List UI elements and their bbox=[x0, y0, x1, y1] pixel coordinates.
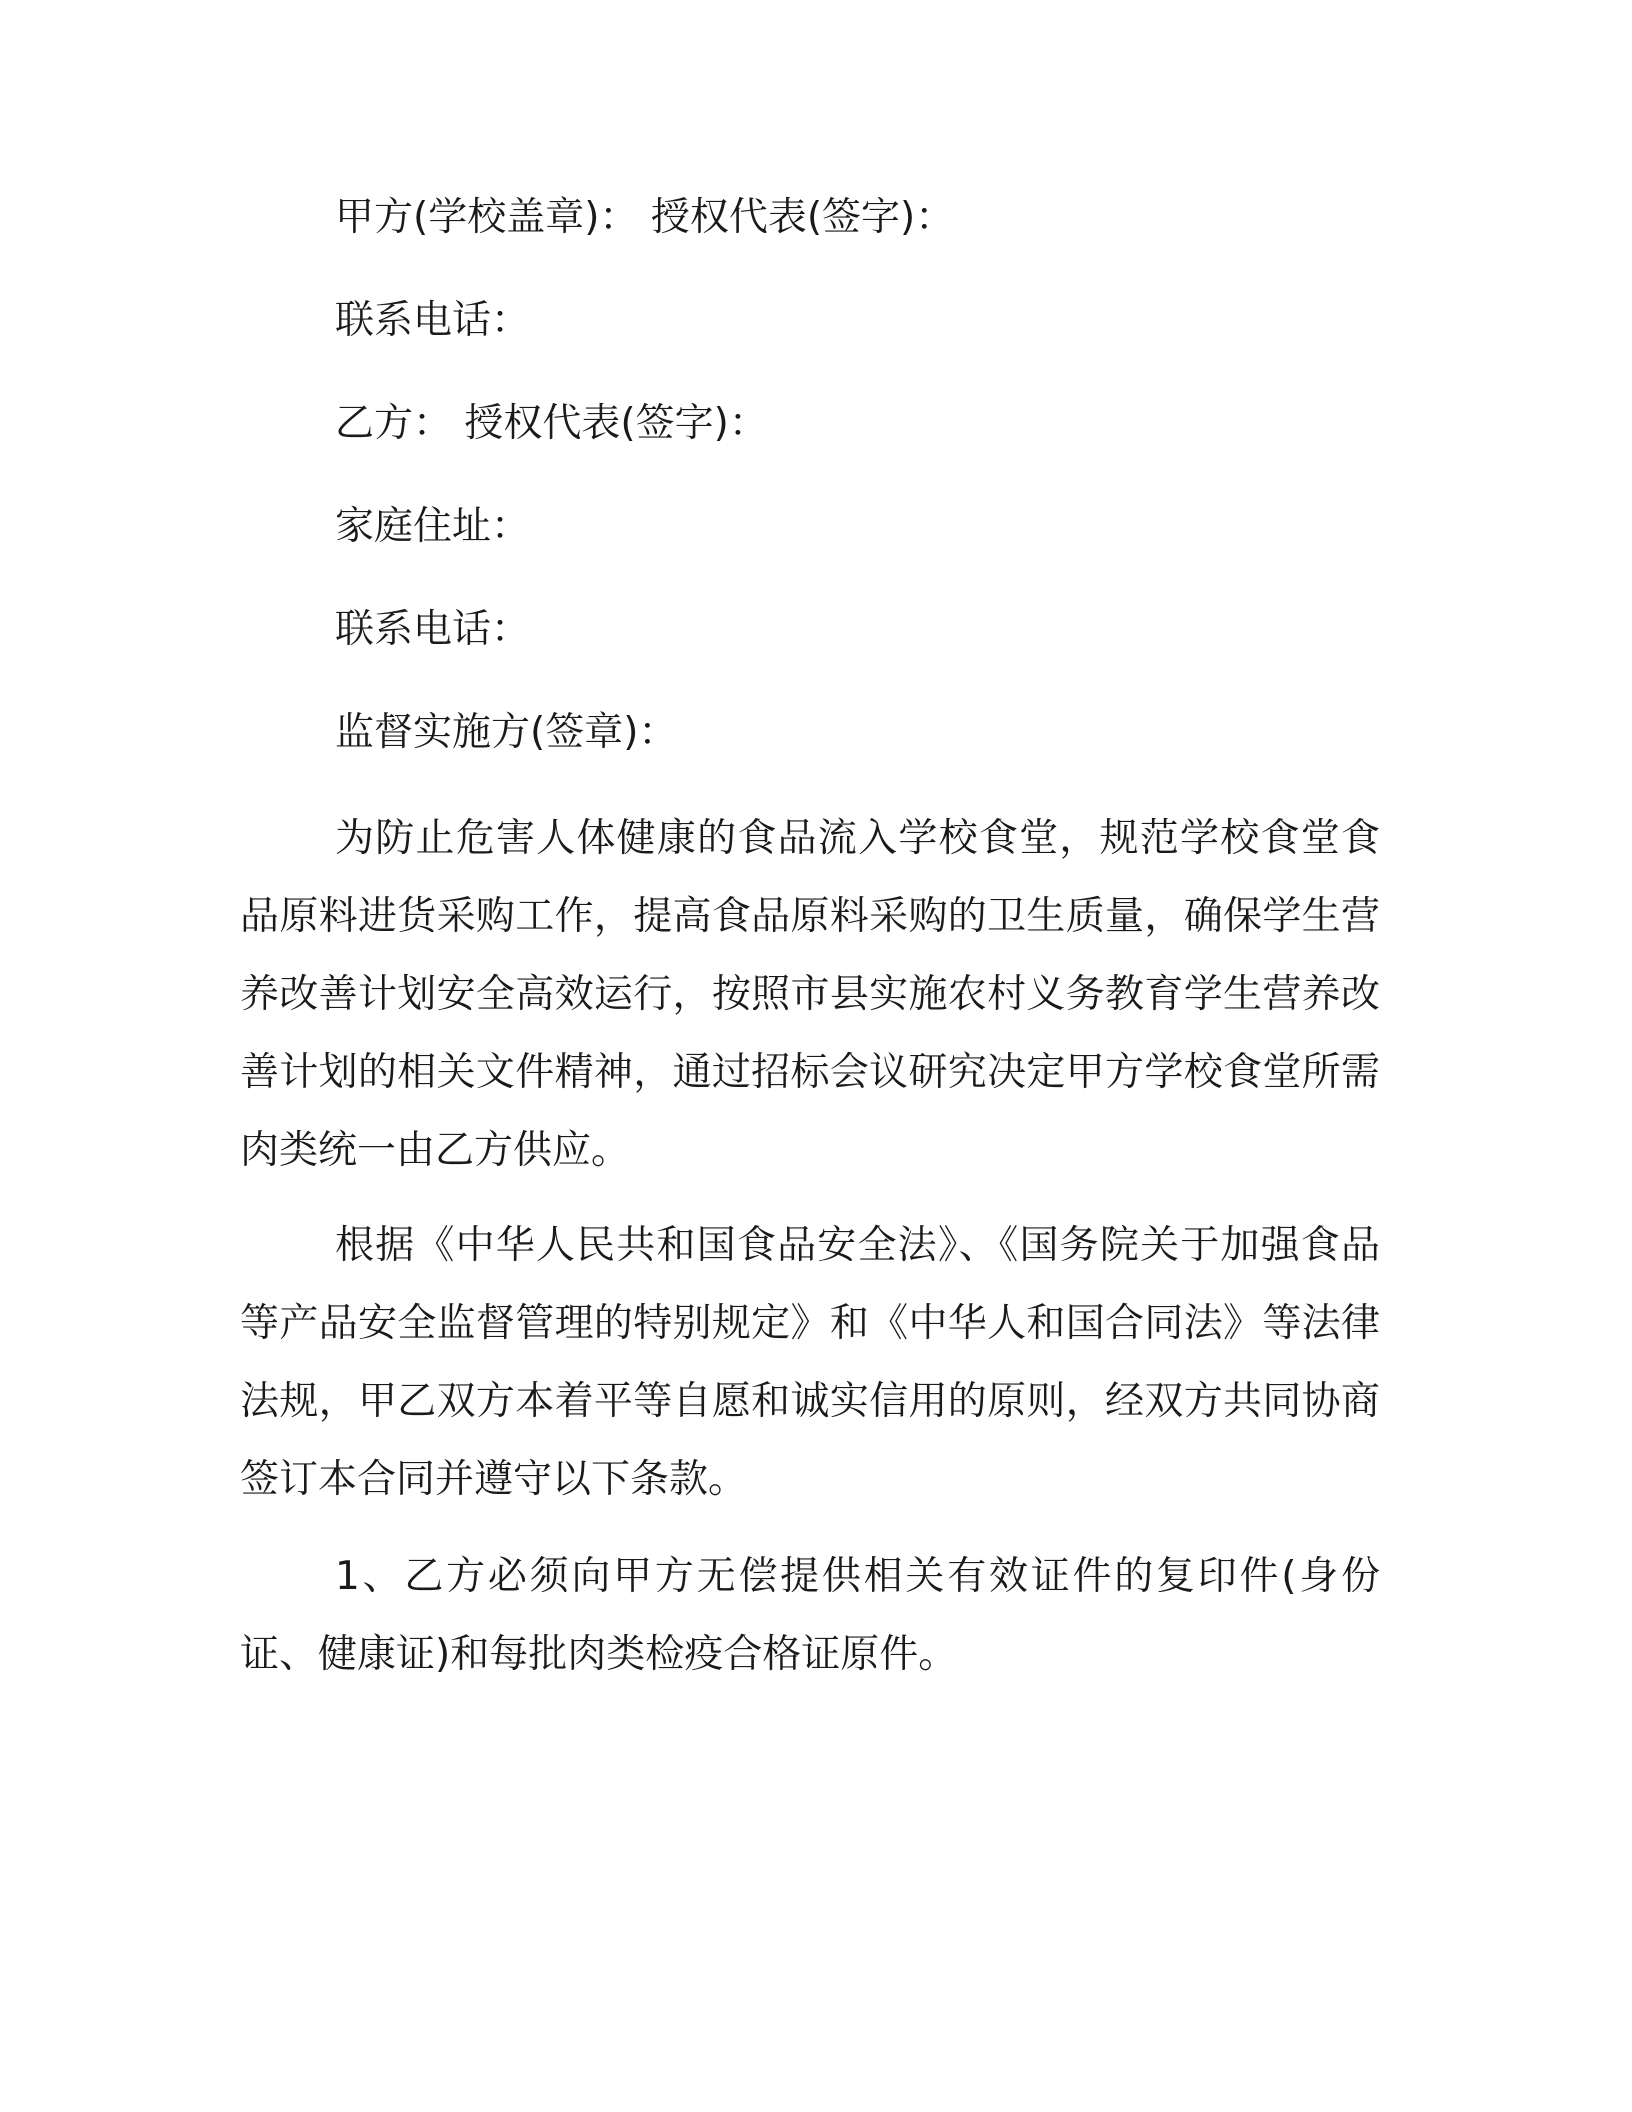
supervisor-signature-line: 监督实施方(签章)： bbox=[335, 710, 678, 755]
purpose-paragraph: 为防止危害人体健康的食品流入学校食堂，规范学校食堂食品原料进货采购工作，提高食品原料采购的卫生质量，确保学生营养改善计划安全高效运行，按照市县实施农村义务教育学生营养改善计划的相关文件精神，通过招标会议研究决定甲方学校食堂所需肉类统一由乙方供应。 bbox=[240, 816, 1380, 1173]
party-b-signature-line: 乙方： 授权代表(签字)： bbox=[335, 401, 768, 446]
clause-1-paragraph: 1、乙方必须向甲方无偿提供相关有效证件的复印件(身份证、健康证)和每批肉类检疫合格证原件。 bbox=[240, 1554, 1380, 1677]
party-b-address-line: 家庭住址： bbox=[335, 504, 531, 549]
party-a-phone-line: 联系电话： bbox=[335, 298, 531, 343]
party-b-phone-line: 联系电话： bbox=[335, 607, 531, 652]
legal-basis-paragraph: 根据《中华人民共和国食品安全法》、《国务院关于加强食品等产品安全监督管理的特别规定》和《中华人和国合同法》等法律法规，甲乙双方本着平等自愿和诚实信用的原则，经双方共同协商签订本合同并遵守以下条款。 bbox=[240, 1223, 1380, 1502]
party-a-signature-line: 甲方(学校盖章)： 授权代表(签字)： bbox=[335, 195, 955, 240]
